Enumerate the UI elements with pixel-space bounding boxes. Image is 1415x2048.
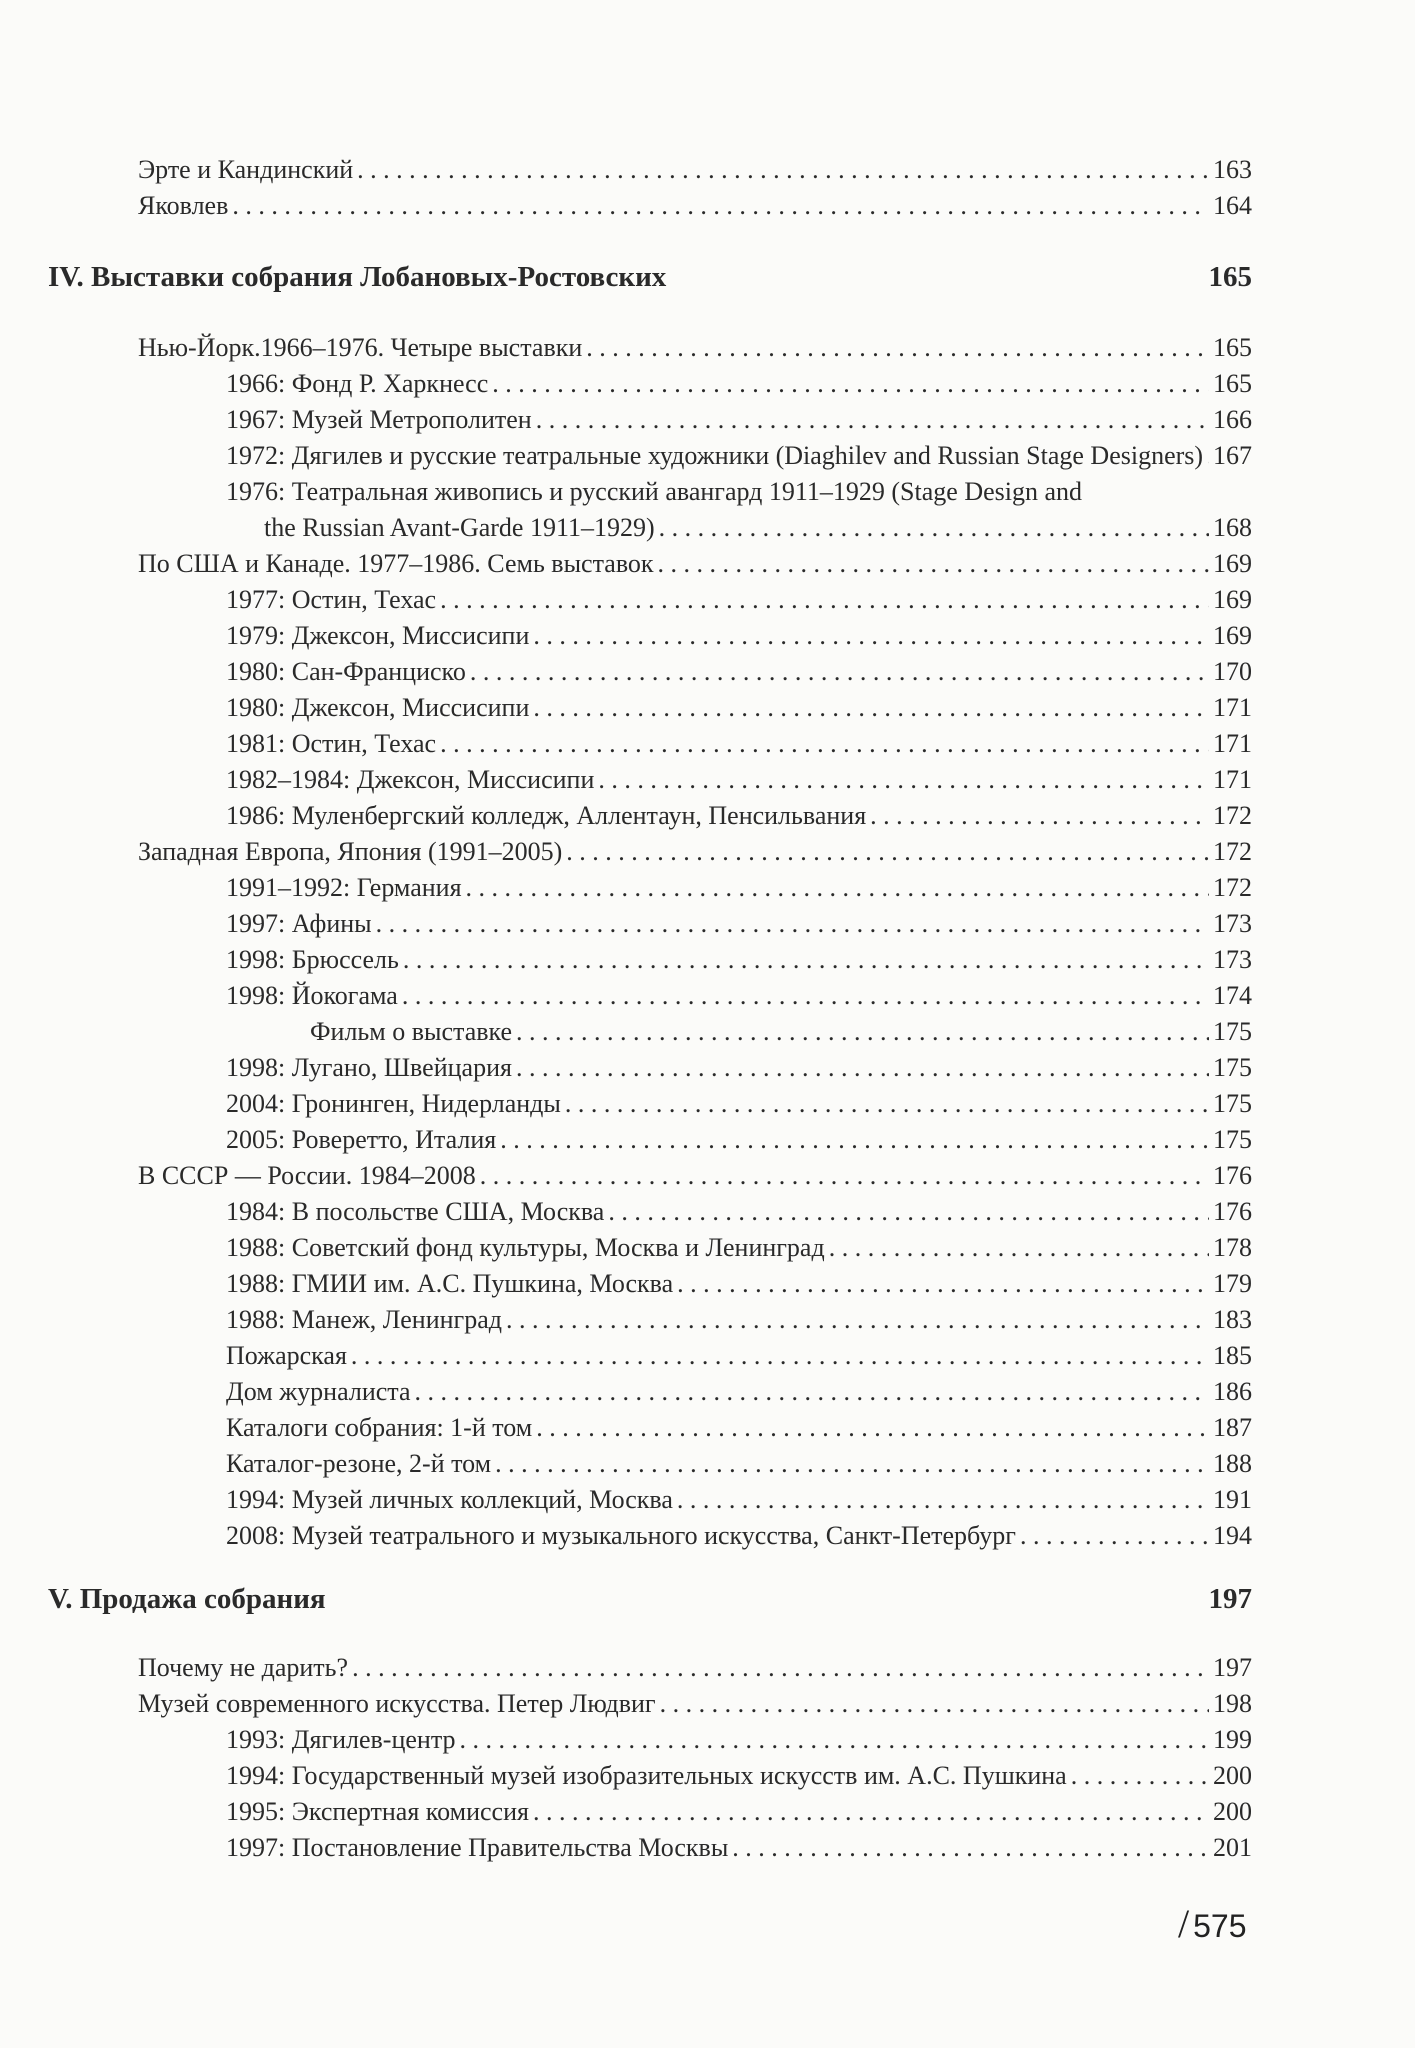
dot-leader	[440, 585, 1209, 615]
toc-entry[interactable]	[226, 369, 1252, 405]
toc-entry-title: 1986: Муленбергский колледж, Аллентаун, Пенсильвания	[226, 801, 867, 830]
dot-leader	[492, 369, 1209, 399]
dot-leader	[466, 873, 1209, 903]
toc-entry-page: 169	[1213, 549, 1252, 578]
dot-leader	[403, 945, 1209, 975]
page-number	[1178, 1900, 1247, 1947]
toc-entry-title: 1979: Джексон, Миссисипи	[226, 621, 530, 650]
toc-entry-page: 175	[1213, 1125, 1252, 1154]
toc-entry[interactable]	[310, 1017, 1252, 1053]
toc-entry-continued[interactable]: 1976: Театральная живопись и русский авангард 1911–1929 (Stage Design and	[226, 477, 1083, 506]
toc-entry-page: 167	[1213, 441, 1252, 470]
toc-entry-page: 170	[1213, 657, 1252, 686]
toc-entry-page: 201	[1213, 1833, 1252, 1862]
section-page: 197	[1208, 1583, 1252, 1615]
dot-leader	[357, 155, 1209, 185]
toc-entry[interactable]	[226, 1797, 1252, 1833]
toc-entry[interactable]	[138, 1161, 1252, 1197]
toc-entry-page: 171	[1213, 693, 1252, 722]
section-title: V. Продажа собрания	[48, 1583, 326, 1615]
toc-entry-title: 1981: Остин, Техас	[226, 729, 437, 758]
toc-entry[interactable]	[226, 693, 1252, 729]
toc-entry-title: 1972: Дягилев и русские театральные художники (Diaghilev and Russian Stage Designers)	[226, 441, 1204, 470]
toc-entry-page: 186	[1213, 1377, 1252, 1406]
toc-entry-page: 172	[1213, 873, 1252, 902]
toc-entry[interactable]	[138, 1689, 1252, 1725]
folio-slash: /	[1178, 1901, 1190, 1946]
toc-entry[interactable]	[226, 873, 1252, 909]
toc-entry-title: 1994: Государственный музей изобразительных искусств им. А.С. Пушкина	[226, 1761, 1067, 1790]
toc-entry[interactable]	[226, 1233, 1252, 1269]
dot-leader	[516, 1017, 1209, 1047]
toc-entry-page: 168	[1213, 513, 1252, 542]
toc-entry[interactable]	[226, 1197, 1252, 1233]
dot-leader	[732, 1833, 1209, 1863]
dot-leader	[1020, 1521, 1209, 1551]
dot-leader	[480, 1161, 1209, 1191]
toc-entry-page: 164	[1213, 191, 1252, 220]
toc-entry-page: 176	[1213, 1197, 1252, 1226]
toc-entry-title: 2008: Музей театрального и музыкального искусства, Санкт-Петербург	[226, 1521, 1016, 1550]
section-heading[interactable]	[48, 261, 1252, 301]
toc-entry-page: 173	[1213, 909, 1252, 938]
toc-entry-title: 1998: Брюссель	[226, 945, 399, 974]
toc-entry-title: 1998: Йокогама	[226, 981, 398, 1010]
toc-entry-title: 1997: Афины	[226, 909, 372, 938]
toc-entry-title: 1984: В посольстве США, Москва	[226, 1197, 605, 1226]
toc-entry-page: 172	[1213, 801, 1252, 830]
toc-entry[interactable]	[226, 1377, 1252, 1413]
dot-leader	[506, 1305, 1209, 1335]
toc-entry[interactable]	[226, 1125, 1252, 1161]
dot-leader	[1207, 441, 1209, 471]
section-page: 165	[1208, 261, 1252, 293]
dot-leader	[677, 1485, 1209, 1515]
dot-leader	[415, 1377, 1210, 1407]
toc-entry[interactable]	[226, 1833, 1252, 1869]
toc-entry-page: 199	[1213, 1725, 1252, 1754]
toc-entry[interactable]	[264, 513, 1252, 549]
toc-entry-title: 1967: Музей Метрополитен	[226, 405, 532, 434]
toc-entry-page: 169	[1213, 585, 1252, 614]
toc-entry-page: 179	[1213, 1269, 1252, 1298]
toc-entry[interactable]	[226, 1089, 1252, 1125]
toc-entry-page: 165	[1213, 333, 1252, 362]
dot-leader	[533, 621, 1209, 651]
toc-entry[interactable]	[226, 1413, 1252, 1449]
dot-leader	[440, 729, 1209, 759]
toc-entry[interactable]	[226, 981, 1252, 1017]
dot-leader	[658, 549, 1209, 579]
toc-entry-title: Почему не дарить?	[138, 1653, 349, 1682]
toc-entry-title: Каталоги собрания: 1-й том	[226, 1413, 533, 1442]
toc-entry[interactable]	[226, 1269, 1252, 1305]
toc-entry-title: По США и Канаде. 1977–1986. Семь выставок	[138, 549, 654, 578]
toc-entry-page: 171	[1213, 765, 1252, 794]
toc-entry-page: 198	[1213, 1689, 1252, 1718]
toc-entry-page: 197	[1213, 1653, 1252, 1682]
toc-entry[interactable]	[226, 1305, 1252, 1341]
toc-entry-page: 191	[1213, 1485, 1252, 1514]
toc-entry-page: 174	[1213, 981, 1252, 1010]
dot-leader	[376, 909, 1209, 939]
dot-leader	[516, 1053, 1209, 1083]
dot-leader	[495, 1449, 1209, 1479]
dot-leader	[533, 1797, 1209, 1827]
toc-entry-title: Пожарская	[226, 1341, 347, 1370]
toc-entry[interactable]	[226, 621, 1252, 657]
dot-leader	[660, 1689, 1209, 1719]
toc-entry-page: 200	[1213, 1797, 1252, 1826]
toc-entry-title: 2005: Роверетто, Италия	[226, 1125, 497, 1154]
dot-leader	[536, 405, 1209, 435]
dot-leader	[870, 801, 1209, 831]
toc-entry[interactable]	[226, 729, 1252, 765]
toc-entry-title: 1995: Экспертная комиссия	[226, 1797, 529, 1826]
toc-entry-page: 194	[1213, 1521, 1252, 1550]
toc-entry-title: Нью-Йорк.1966–1976. Четыре выставки	[138, 333, 583, 362]
toc-entry[interactable]	[138, 837, 1252, 873]
toc-entry[interactable]	[226, 1725, 1252, 1761]
toc-entry[interactable]	[226, 657, 1252, 693]
dot-leader	[677, 1269, 1209, 1299]
toc-entry[interactable]	[226, 441, 1252, 477]
dot-leader	[470, 657, 1209, 687]
toc-entry-title: Яковлев	[138, 191, 229, 220]
toc-entry[interactable]	[226, 909, 1252, 945]
toc-entry-title: 1988: Советский фонд культуры, Москва и Ленинград	[226, 1233, 825, 1262]
toc-entry-title: 1988: ГМИИ им. А.С. Пушкина, Москва	[226, 1269, 674, 1298]
section-title: IV. Выставки собрания Лобановых-Ростовских	[48, 261, 667, 293]
toc-entry-page: 175	[1213, 1017, 1252, 1046]
toc-entry-title: 1993: Дягилев-центр	[226, 1725, 456, 1754]
toc-entry[interactable]	[226, 1521, 1252, 1557]
toc-entry[interactable]	[226, 945, 1252, 981]
toc-entry[interactable]	[226, 585, 1252, 621]
folio-number: 575	[1193, 1908, 1247, 1944]
toc-entry-page: 165	[1213, 369, 1252, 398]
toc-entry-page: 166	[1213, 405, 1252, 434]
toc-entry-page: 178	[1213, 1233, 1252, 1262]
toc-entry[interactable]	[226, 1449, 1252, 1485]
toc-entry-title: Каталог-резоне, 2-й том	[226, 1449, 492, 1478]
dot-leader	[608, 1197, 1209, 1227]
toc-entry-page: 173	[1213, 945, 1252, 974]
toc-entry[interactable]	[226, 1761, 1252, 1797]
toc-entry[interactable]	[226, 1053, 1252, 1089]
toc-entry[interactable]	[138, 549, 1252, 585]
toc-entry-page: 163	[1213, 155, 1252, 184]
toc-entry-page: 187	[1213, 1413, 1252, 1442]
toc-entry-title: 1988: Манеж, Ленинград	[226, 1305, 502, 1334]
toc-entry-page: 169	[1213, 621, 1252, 650]
dot-leader	[351, 1341, 1209, 1371]
toc-entry-page: 185	[1213, 1341, 1252, 1370]
toc-entry-title: 1982–1984: Джексон, Миссисипи	[226, 765, 595, 794]
dot-leader	[232, 191, 1209, 221]
toc-entry-title: Музей современного искусства. Петер Людвиг	[138, 1689, 656, 1718]
toc-entry-page: 200	[1213, 1761, 1252, 1790]
toc-entry-title: the Russian Avant-Garde 1911–1929)	[264, 513, 655, 542]
toc-entry-page: 183	[1213, 1305, 1252, 1334]
toc-entry-page: 176	[1213, 1161, 1252, 1190]
toc-entry[interactable]	[226, 801, 1252, 837]
toc-entry-title: 1998: Лугано, Швейцария	[226, 1053, 512, 1082]
section-heading[interactable]	[48, 1583, 1252, 1623]
toc-entry-title: 1991–1992: Германия	[226, 873, 462, 902]
toc-entry-title: 1966: Фонд Р. Харкнесс	[226, 369, 489, 398]
dot-leader	[402, 981, 1209, 1011]
toc-entry-page: 188	[1213, 1449, 1252, 1478]
toc-entry-title: В СССР — России. 1984–2008	[138, 1161, 476, 1190]
toc-entry[interactable]	[226, 1485, 1252, 1521]
toc-entry-title: 1994: Музей личных коллекций, Москва	[226, 1485, 673, 1514]
dot-leader	[566, 837, 1209, 867]
toc-entry[interactable]	[138, 333, 1252, 369]
toc-entry-title: 1980: Сан-Франциско	[226, 657, 466, 686]
dot-leader	[565, 1089, 1209, 1119]
dot-leader	[829, 1233, 1209, 1263]
toc-entry-title: 1997: Постановление Правительства Москвы	[226, 1833, 729, 1862]
toc-entry-page: 175	[1213, 1053, 1252, 1082]
dot-leader	[352, 1653, 1209, 1683]
dot-leader	[533, 693, 1209, 723]
toc-entry-title: Западная Европа, Япония (1991–2005)	[138, 837, 563, 866]
toc-entry-title: 1977: Остин, Техас	[226, 585, 437, 614]
toc-entry-page: 175	[1213, 1089, 1252, 1118]
dot-leader	[460, 1725, 1210, 1755]
toc-entry-page: 172	[1213, 837, 1252, 866]
toc-entry[interactable]	[138, 1653, 1252, 1689]
toc-entry[interactable]	[226, 1341, 1252, 1377]
dot-leader	[500, 1125, 1209, 1155]
toc-entry-title: 2004: Гронинген, Нидерланды	[226, 1089, 561, 1118]
toc-entry-title: Дом журналиста	[226, 1377, 411, 1406]
dot-leader	[1071, 1761, 1209, 1791]
toc-entry[interactable]	[226, 405, 1252, 441]
dot-leader	[586, 333, 1209, 363]
dot-leader	[659, 513, 1209, 543]
toc-entry[interactable]	[226, 765, 1252, 801]
toc-entry-title: Эрте и Кандинский	[138, 155, 354, 184]
dot-leader	[598, 765, 1209, 795]
toc-entry-page: 171	[1213, 729, 1252, 758]
toc-entry[interactable]	[138, 191, 1252, 227]
toc-entry[interactable]	[138, 155, 1252, 191]
toc-entry-title: 1980: Джексон, Миссисипи	[226, 693, 530, 722]
toc-entry-title: Фильм о выставке	[310, 1017, 513, 1046]
dot-leader	[536, 1413, 1209, 1443]
